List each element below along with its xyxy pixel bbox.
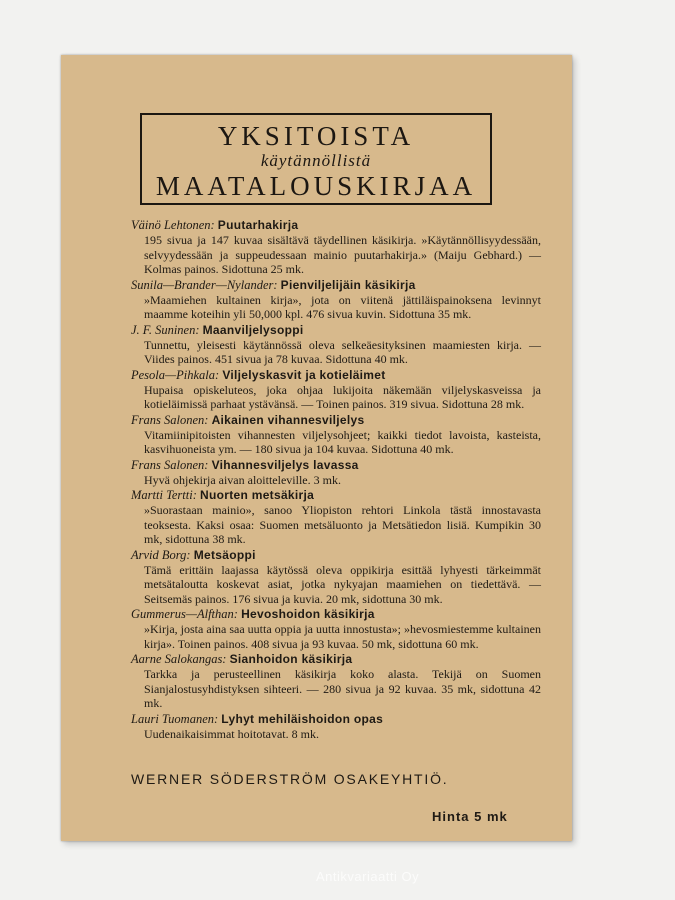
book-title: Maanviljelysoppi — [202, 322, 304, 337]
title-line-2: käytännöllistä — [260, 151, 372, 170]
book-entry — [131, 412, 541, 457]
book-title: Hevoshoidon käsikirja — [241, 607, 375, 621]
book-author: Aarne Salokangas: — [131, 652, 227, 666]
book-author: Arvid Borg: — [131, 547, 191, 562]
book-description: Tarkka ja perusteellinen käsikirja koko alasta. Tekijä on Suomen Sianjalostusyhdistyksen sihteeri. — 280 sivua ja 92 kuvaa. 35 mk, sidottuna 42 mk. — [144, 667, 541, 710]
book-author: Pesola—Pihkala: — [131, 367, 220, 382]
book-title: Puutarhakirja — [217, 218, 299, 232]
title-line-1: YKSITOISTA — [217, 121, 415, 151]
book-author: Lauri Tuomanen: — [131, 711, 219, 726]
book-entry — [131, 457, 541, 488]
book-entry — [131, 487, 541, 547]
book-description: »Maamiehen kultainen kirja», jota on viitenä jättiläispainoksena levinnyt maamme koteihin yli 50,000 kpl. 476 sivua kuvin. Sidottuna 35 mk. — [144, 292, 541, 321]
book-author: Frans Salonen: — [131, 457, 209, 472]
book-author: J. F. Suninen: — [131, 322, 200, 337]
book-entry — [131, 277, 541, 322]
book-title: Nuorten metsäkirja — [200, 488, 315, 502]
book-description: 195 sivua ja 147 kuvaa sisältävä täydellinen käsikirja. »Käytännöllisyydessään, selvyydessään ja suppeudessaan mainio puutarhakirja.» (Maiju Gebhard.) — Kolmas painos. Sidottuna 25 mk. — [144, 233, 541, 276]
title-line-3: MAATALOUSKIRJAA — [155, 171, 477, 201]
book-description: Hyvä ohjekirja aivan aloitteleville. 3 mk. — [144, 472, 341, 487]
book-description: Hupaisa opiskeluteos, joka ohjaa lukijoita näkemään viljelyskasveissa ja kotieläimissä parhaat ystävänsä. — Toinen painos. 319 sivua. Sidottuna 28 mk. — [144, 382, 541, 411]
book-entry — [131, 547, 541, 607]
book-entry — [131, 217, 541, 277]
price-label: Hinta 5 mk — [432, 809, 508, 824]
book-title: Vihannesviljelys lavassa — [211, 457, 359, 472]
book-entry — [131, 711, 541, 742]
book-back-cover — [61, 55, 572, 884]
book-author: Gummerus—Alfthan: — [131, 607, 238, 621]
book-title: Viljelyskasvit ja kotieläimet — [222, 367, 386, 382]
book-description: Vitamiinipitoisten vihannesten viljelysohjeet; kaikki tiedot lavoista, kasteista, kasvihuoneista ym. — 180 sivua ja 104 kuvaa. Sidottuna 40 mk. — [144, 427, 541, 456]
book-title: Pienviljelijäin käsikirja — [280, 277, 416, 292]
book-title: Lyhyt mehiläishoidon opas — [221, 711, 384, 726]
title-frame — [140, 113, 492, 205]
book-author: Martti Tertti: — [131, 488, 197, 502]
book-author: Sunila—Brander—Nylander: — [131, 277, 278, 292]
book-title: Sianhoidon käsikirja — [229, 652, 353, 666]
book-entry — [131, 367, 541, 412]
book-description: Tunnettu, yleisesti käytännössä oleva selkeäesityksinen maamiesten kirja. — Viides painos. 451 sivua ja 78 kuvaa. Sidottuna 40 mk. — [144, 337, 541, 366]
book-entry — [131, 651, 541, 711]
book-author: Frans Salonen: — [131, 412, 209, 427]
book-entry — [131, 322, 541, 367]
book-author: Väinö Lehtonen: — [131, 218, 215, 232]
book-entry — [131, 606, 541, 651]
book-title: Aikainen vihannesviljelys — [211, 412, 365, 427]
book-description: »Suorastaan mainio», sanoo Yliopiston rehtori Linkola tästä innostavasta teoksesta. Kaksi osaa: Suomen metsäluonto ja Metsätiedon lisiä. Kumpikin 30 mk, sidottuna 38 mk. — [144, 503, 541, 546]
publisher-name: WERNER SÖDERSTRÖM OSAKEYHTIÖ. — [131, 771, 449, 787]
book-description: Uudenaikaisimmat hoitotavat. 8 mk. — [144, 726, 319, 741]
book-title: Metsäoppi — [193, 547, 256, 562]
watermark: Antikvariaatti Oy — [316, 869, 420, 884]
book-list — [131, 217, 541, 741]
book-description: Tämä erittäin laajassa käytössä oleva oppikirja esittää lyhyesti tärkeimmät metsätaloutta koskevat asiat, jotka nykyajan maamiehen on tiedettävä. — Seitsemäs painos. 176 sivua ja kuvia. 20 mk, sidottuna 30 mk. — [144, 562, 541, 606]
book-description: »Kirja, josta aina saa uutta oppia ja uutta innostusta»; »hevosmiestemme kultainen kirja». Toinen painos. 408 sivua ja 93 kuvaa. 50 mk, sidottuna 60 mk. — [144, 622, 541, 651]
